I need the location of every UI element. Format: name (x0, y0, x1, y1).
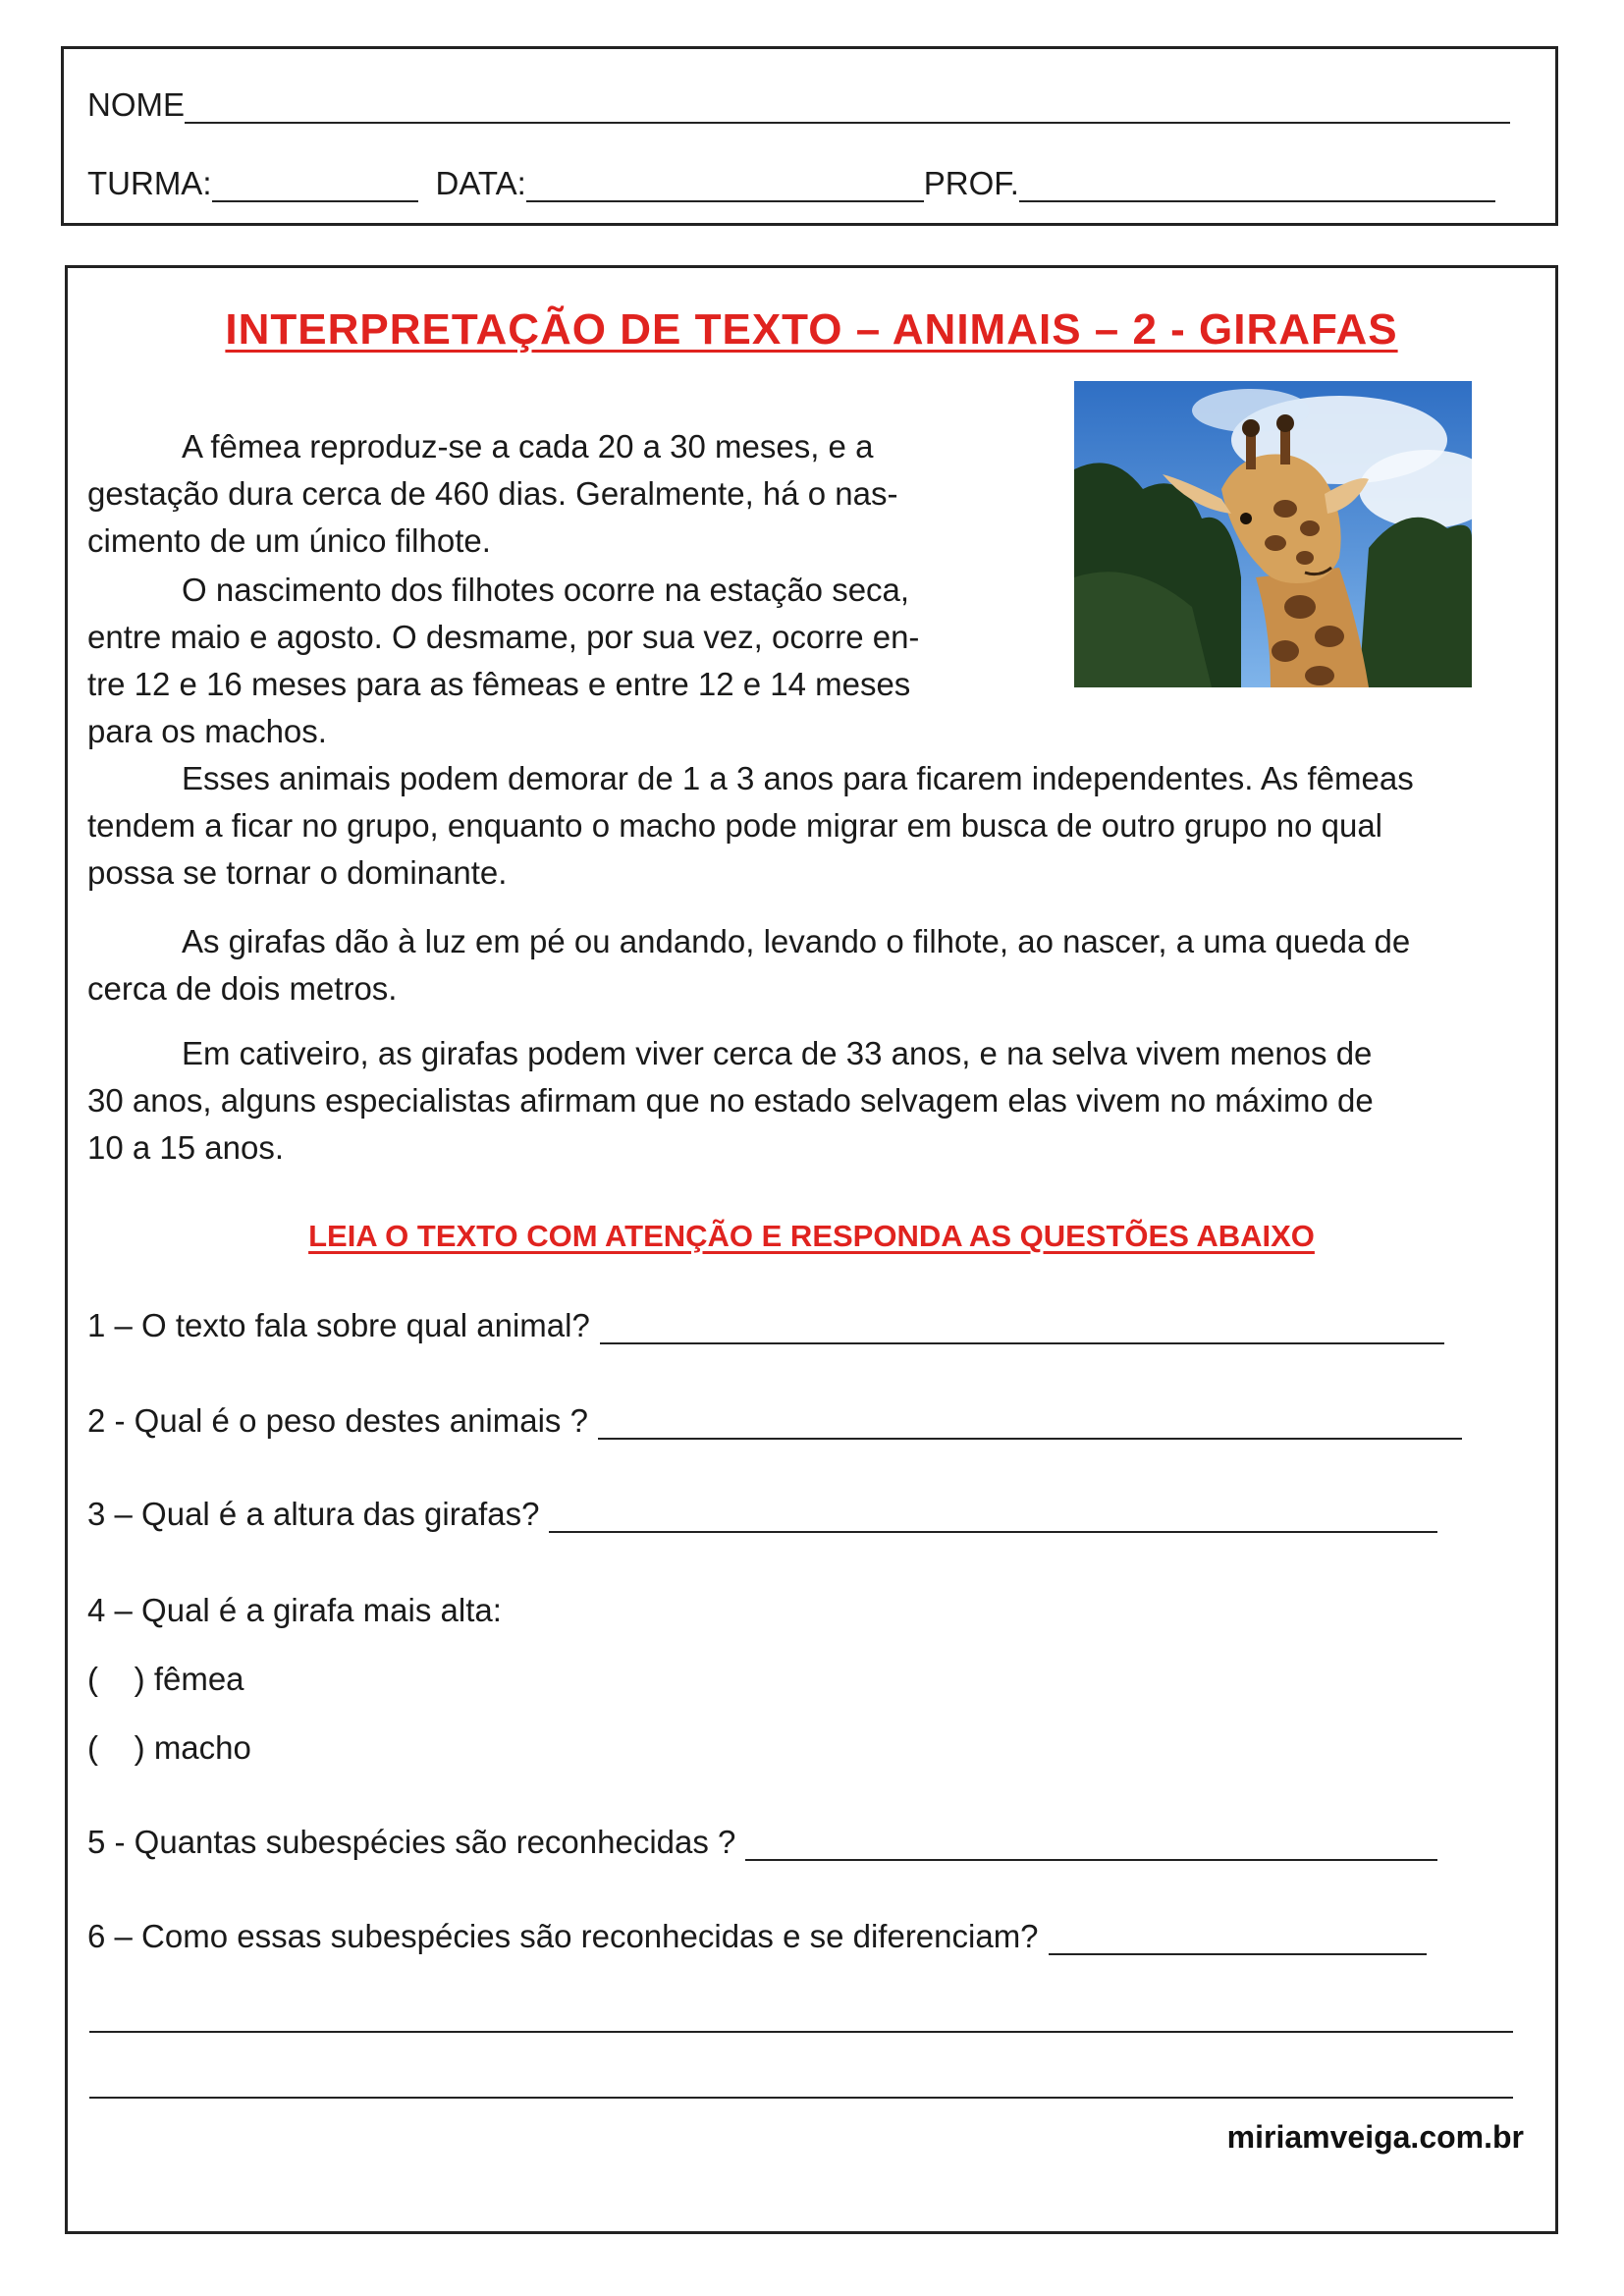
data-field[interactable] (526, 171, 924, 202)
paragraph-2-line-2: entre maio e agosto. O desmame, por sua vez, ocorre en- (87, 619, 920, 655)
paragraph-5-line-2: 30 anos, alguns especialistas afirmam que no estado selvagem elas vivem no máximo de (87, 1082, 1374, 1119)
paragraph-3-line-3: possa se tornar o dominante. (87, 854, 508, 891)
worksheet-body (65, 265, 1558, 2234)
question-6-answer-line-2[interactable] (89, 2031, 1513, 2033)
question-6-answer-line-3[interactable] (89, 2097, 1513, 2099)
question-4 (87, 1592, 502, 1629)
question-4-option-femea[interactable] (87, 1661, 244, 1698)
paragraph-3-line-2: tendem a ficar no grupo, enquanto o macho pode migrar em busca de outro grupo no qual (87, 807, 1383, 844)
site-credit: miriamveiga.com.br (1226, 2119, 1524, 2155)
prof-label: PROF. (923, 165, 1019, 201)
question-5 (87, 1824, 1437, 1861)
paragraph-2-line-3: tre 12 e 16 meses para as fêmeas e entre 12 e 14 meses (87, 666, 911, 702)
turma-label: TURMA: (87, 165, 212, 201)
question-1-text: 1 – O texto fala sobre qual animal? (87, 1307, 590, 1343)
prof-field[interactable] (1019, 171, 1495, 202)
turma-field[interactable] (212, 171, 418, 202)
giraffe-photo (1074, 381, 1472, 687)
paragraph-5-line-3: 10 a 15 anos. (87, 1129, 284, 1166)
question-1-answer-line[interactable] (600, 1315, 1444, 1344)
data-label: DATA: (435, 165, 526, 201)
instructions-heading: LEIA O TEXTO COM ATENÇÃO E RESPONDA AS QUESTÕES ABAIXO (308, 1219, 1315, 1253)
paragraph-2-line-4: para os machos. (87, 713, 327, 749)
nome-row (87, 86, 1510, 124)
paragraph-3-line-1: Esses animais podem demorar de 1 a 3 anos para ficarem independentes. As fêmeas (182, 760, 1414, 796)
question-2-text: 2 - Qual é o peso destes animais ? (87, 1402, 588, 1439)
paragraph-1-line-1: A fêmea reproduz-se a cada 20 a 30 meses, e a (182, 428, 874, 465)
question-2-answer-line[interactable] (598, 1410, 1462, 1440)
page-title: INTERPRETAÇÃO DE TEXTO – ANIMAIS – 2 - GIRAFAS (225, 305, 1398, 354)
nome-field[interactable] (185, 92, 1510, 124)
question-6 (87, 1918, 1427, 1955)
question-3-answer-line[interactable] (549, 1503, 1437, 1533)
question-6-text: 6 – Como essas subespécies são reconhecidas e se diferenciam? (87, 1918, 1039, 1954)
turma-data-prof-row (87, 165, 1495, 202)
question-4-option-macho[interactable] (87, 1729, 251, 1767)
question-6-answer-line[interactable] (1049, 1926, 1427, 1955)
paragraph-1-line-3: cimento de um único filhote. (87, 522, 491, 559)
question-3 (87, 1496, 1437, 1533)
question-5-answer-line[interactable] (745, 1831, 1437, 1861)
option-macho-label: ( ) macho (87, 1729, 251, 1766)
question-5-text: 5 - Quantas subespécies são reconhecidas ? (87, 1824, 736, 1860)
question-1 (87, 1307, 1444, 1344)
nome-label: NOME (87, 86, 185, 123)
paragraph-2-line-1: O nascimento dos filhotes ocorre na estação seca, (182, 572, 910, 608)
question-4-text: 4 – Qual é a girafa mais alta: (87, 1592, 502, 1628)
option-femea-label: ( ) fêmea (87, 1661, 244, 1697)
paragraph-4-line-2: cerca de dois metros. (87, 970, 398, 1007)
giraffe-image (1074, 381, 1472, 687)
question-2 (87, 1402, 1462, 1440)
paragraph-1-line-2: gestação dura cerca de 460 dias. Geralmente, há o nas- (87, 475, 898, 512)
paragraph-5-line-1: Em cativeiro, as girafas podem viver cerca de 33 anos, e na selva vivem menos de (182, 1035, 1373, 1071)
question-3-text: 3 – Qual é a altura das girafas? (87, 1496, 540, 1532)
paragraph-4-line-1: As girafas dão à luz em pé ou andando, levando o filhote, ao nascer, a uma queda de (182, 923, 1411, 959)
student-info-box (61, 46, 1558, 226)
